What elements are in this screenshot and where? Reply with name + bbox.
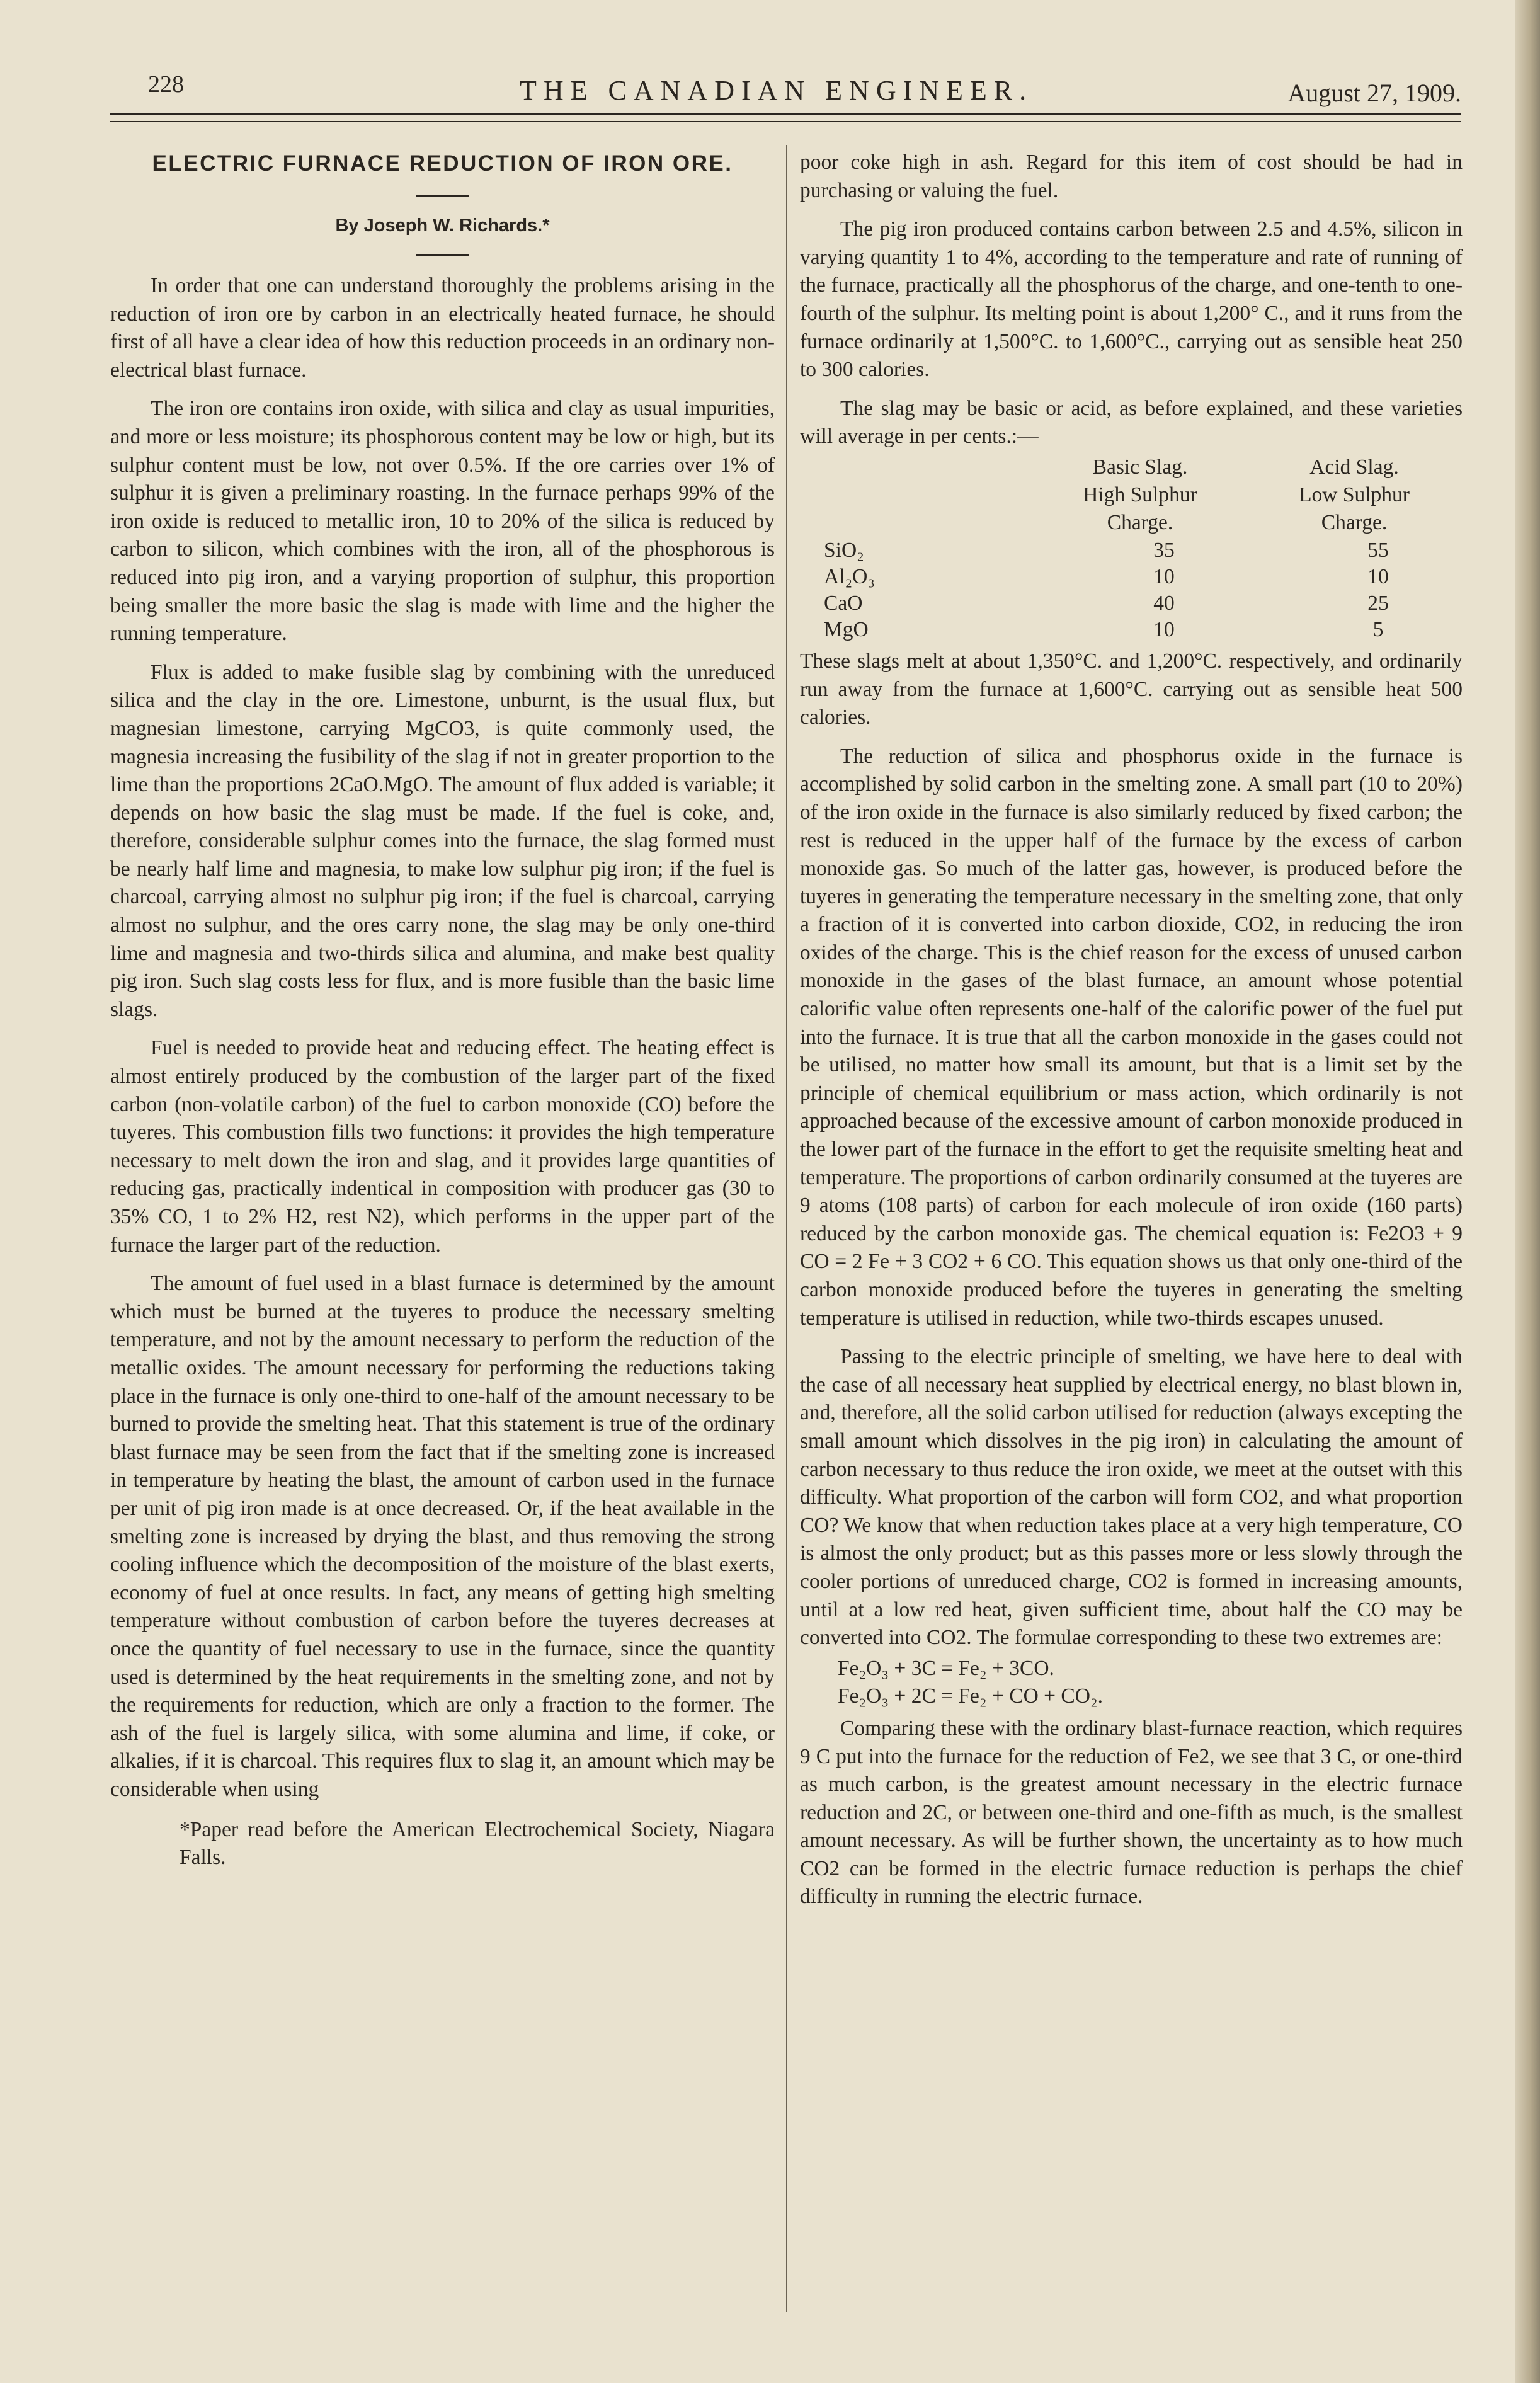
journal-title: THE CANADIAN ENGINEER. xyxy=(520,75,1034,106)
page-number: 228 xyxy=(148,71,184,98)
paragraph: Fuel is needed to provide heat and reducing effect. The heating effect is almost entirely produced by the combustion of the larger part of the fixed carbon (non-volatile carbon) of the fuel to carbon monoxide (CO) before the tuyeres. This combustion fills two functions: it provides the high temperature necessary to melt down the iron and slag, and it provides large quantities of reducing gas, practically indentical in composition with producer gas (30 to 35% CO, 1 to 2% H2, rest N2), which performs in the upper part of the furnace the larger part of the reduction. xyxy=(110,1036,775,1257)
footnote: *Paper read before the American Electrochemical Society, Niagara Falls. xyxy=(180,1818,775,1870)
left-column xyxy=(110,149,775,1882)
paragraph: The amount of fuel used in a blast furnace is determined by the amount which must be burned at the tuyeres to produce the necessary smelting temperature, and not by the amount necessary to perform the reduction of the metallic oxides. The amount necessary for performing the reductions taking place in the furnace is only one-third to one-half of the amount necessary to be burned to provide the smelting heat. That this statement is true of the ordinary blast furnace may be seen from the fact that if the smelting zone is increased in temperature by heating the blast, the amount of carbon used in the furnace per unit of pig iron made is at once decreased. Or, if the heat available in the smelting zone is increased by drying the blast, and thus removing the strong cooling influence which the decomposition of the moisture of the blast exerts, economy of fuel at once results. In fact, any means of getting high smelting temperature without combustion of carbon before the tuyeres decreases at once the quantity of fuel necessary to use in the furnace, since the quantity used is determined by the heat requirements in the smelting zone, and not by the requirements for reduction, which are only a fraction to the former. The ash of the fuel is largely silica, with some alumina and lime, if coke, or alkalies, if it is charcoal. This requires flux to slag it, an amount which may be considerable when using xyxy=(110,1272,775,1801)
paragraph: Flux is added to make fusible slag by combining with the unreduced silica and the clay in the ore. Limestone, unburnt, is the usual flux, but magnesian limestone, carrying MgCO3, is quite commonly used, the magnesia increasing the fusibility of the slag if not in greater proportion to the lime than the proportions 2CaO.MgO. The amount of flux added is variable; it depends on how basic the slag must be made. If the fuel is coke, and, therefore, considerable sulphur comes into the furnace, the slag formed must be nearly half lime and magnesia, to make low sulphur pig iron; if the fuel is charcoal, carrying almost no sulphur pig iron; if the fuel is charcoal, carrying almost no sulphur, and the ores carry none, the slag may be only one-third lime and magnesia and two-thirds silica and alumina, and make best quality pig iron. Such slag costs less for flux, and is more fusible than the basic lime slags. xyxy=(110,660,775,1021)
article-title: ELECTRIC FURNACE REDUCTION OF IRON ORE. xyxy=(152,151,733,176)
paragraph: The slag may be basic or acid, as before explained, and these varieties will average in per cents.:— xyxy=(800,396,1463,449)
paragraph: The reduction of silica and phosphorus oxide in the furnace is accomplished by solid carbon in the smelting zone. A small part (10 to 20%) of the iron oxide in the furnace is also similarly reduced by fixed carbon; the rest is reduced in the upper half of the furnace by the excess of carbon monoxide gas. So much of the latter gas, however, is produced before the tuyeres in generating the temperature necessary in the smelting zone, that only a fraction of it is converted into carbon dioxide, CO2, in reducing the iron oxides of the charge. This is the chief reason for the excess of unused carbon monoxide in the gases of the blast furnace, an amount whose potential calorific value often represents one-half of the calorific power of the fuel put into the furnace. It is true that all the carbon monoxide in the gases could not be utilised, no matter how small its amount, but that is a limit set by the principle of chemical equilibrium or mass action, which ordinarily is not approached because of the excessive amount of carbon monoxide produced in the lower part of the furnace in the effort to get the requisite smelting heat and temperature. The proportions of carbon ordinarily consumed at the tuyeres are 9 atoms (108 parts) of carbon for each molecule of iron oxide (160 parts) reduced by the carbon monoxide gas. The chemical equation is: Fe2O3 + 9 CO = 2 Fe + 3 CO2 + 6 CO. This equation shows us that only one-third of the carbon monoxide produced before the tuyeres in generating the smelting temperature is utilised in reduction, while two-thirds escapes unused. xyxy=(800,744,1463,1330)
article-byline: By Joseph W. Richards.* xyxy=(335,215,550,236)
paragraph: Comparing these with the ordinary blast-furnace reaction, which requires 9 C put into the furnace for the reduction of Fe2, we see that 3 C, or one-third as much carbon, is the greatest amount necessary in the electric furnace reduction and 2C, or between one-third and one-fifth as much, is the smallest amount necessary. As will be further shown, the uncertainty as to how much CO2 can be formed in the electric furnace reduction is perhaps the chief difficulty in running the electric furnace. xyxy=(800,1716,1463,1909)
paragraph: poor coke high in ash. Regard for this item of cost should be had in purchasing or valuing the fuel. xyxy=(800,151,1463,202)
formula: Fe₂O₃ + 3C = Fe₂ + 3CO. xyxy=(838,1656,1054,1680)
basic-slag-header: Basic Slag. High Sulphur Charge. xyxy=(1083,455,1197,534)
formula: Fe₂O₃ + 2C = Fe₂ + CO + CO₂. xyxy=(838,1684,1104,1708)
paragraph: Passing to the electric principle of smelting, we have here to deal with the case of all necessary heat supplied by electrical energy, no blast blown in, and, therefore, all the solid carbon utilised for reduction (always excepting the small amount which dissolves in the pig iron) in calculating the amount of carbon necessary to thus reduce the iron oxide, we meet at the outset with this difficulty. What proportion of the carbon will form CO2, and what proportion CO? We know that when reduction takes place at a very high temperature, CO is almost the only product; but as this passes more or less slowly through the cooler portions of unreduced charge, CO2 is formed in increasing amounts, until at a low red heat, given sufficient time, about half the CO may be converted into CO2. The formulae corresponding to these two extremes are: xyxy=(800,1345,1463,1650)
paragraph: These slags melt at about 1,350°C. and 1,200°C. respectively, and ordinarily run away from the furnace at 1,600°C. carrying out as sensible heat 500 calories. xyxy=(800,649,1463,729)
title-rule xyxy=(416,195,469,197)
slag-composition-table xyxy=(800,454,1463,643)
header-rule-bottom xyxy=(110,121,1461,122)
issue-date: August 27, 1909. xyxy=(1287,79,1461,107)
table-row: SiO₂ 35 55 xyxy=(824,538,1389,562)
column-divider xyxy=(786,145,787,2312)
acid-slag-header: Acid Slag. Low Sulphur Charge. xyxy=(1299,455,1410,534)
table-row: Al₂O₃ 10 10 xyxy=(824,564,1389,588)
paragraph: The iron ore contains iron oxide, with silica and clay as usual impurities, and more or less moisture; its phosphorous content may be low or high, but its sulphur content must be low, not over 0.5%. If the ore carries over 1% of sulphur it is given a preliminary roasting. In the furnace perhaps 99% of the iron oxide is reduced to metallic iron, 10 to 20% of the silica is reduced by carbon to silicon, which combines with the iron, all of the phosphorous is reduced into pig iron, and a varying proportion of sulphur, this proportion being smaller the more basic the slag is made with lime and the higher the running temperature. xyxy=(110,397,775,646)
paragraph: In order that one can understand thoroughly the problems arising in the reduction of iron ore by carbon in an electrically heated furnace, he should first of all have a clear idea of how this reduction proceeds in an ordinary non-electrical blast furnace. xyxy=(110,274,775,382)
paragraph: The pig iron produced contains carbon between 2.5 and 4.5%, silicon in varying quantity 1 to 4%, according to the temperature and rate of running of the furnace, practically all the phosphorus of the charge, and one-tenth to one-fourth of the sulphur. Its melting point is about 1,200° C., and it runs from the furnace ordinarily at 1,500°C. to 1,600°C., carrying out as sensible heat 250 to 300 calories. xyxy=(800,217,1463,382)
page-binding-edge xyxy=(1515,0,1540,2383)
right-column xyxy=(800,149,1463,1922)
byline-rule xyxy=(416,254,469,256)
table-row: CaO 40 25 xyxy=(824,591,1389,615)
table-row: MgO 10 5 xyxy=(824,617,1384,641)
header-rule-top xyxy=(110,113,1461,115)
